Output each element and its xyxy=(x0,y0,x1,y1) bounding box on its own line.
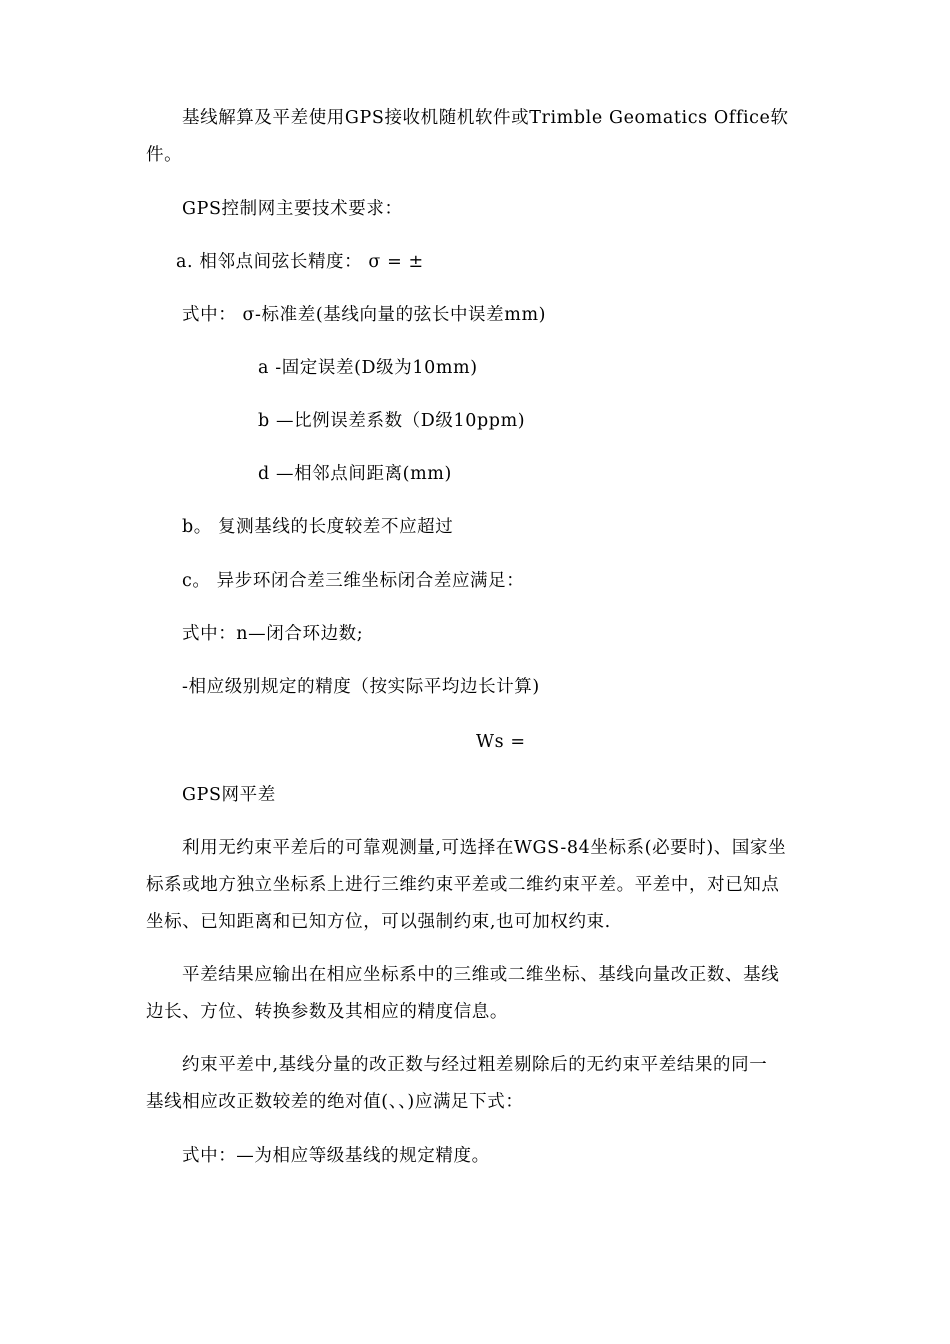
paragraph-line: 边长、方位、转换参数及其相应的精度信息。 xyxy=(146,1002,508,1022)
formula-term: b —比例误差系数（D级10ppm) xyxy=(258,411,526,431)
list-item: b。 复测基线的长度较差不应超过 xyxy=(182,517,454,537)
paragraph-line: 利用无约束平差后的可靠观测量,可选择在WGS-84坐标系(必要时)、国家坐 xyxy=(182,838,787,858)
list-item: c。 异步环闭合差三维坐标闭合差应满足： xyxy=(182,571,525,591)
paragraph-line: 坐标、已知距离和已知方位，可以强制约束,也可加权约束. xyxy=(146,912,611,932)
formula-term: a -固定误差(D级为10mm) xyxy=(258,358,478,378)
section-heading: GPS网平差 xyxy=(182,785,276,805)
formula-explanation: -相应级别规定的精度（按实际平均边长计算) xyxy=(182,677,540,697)
paragraph-line: 平差结果应输出在相应坐标系中的三维或二维坐标、基线向量改正数、基线 xyxy=(182,965,780,985)
paragraph-line: 基线相应改正数较差的绝对值(、、)应满足下式： xyxy=(146,1092,524,1112)
paragraph-line: 件。 xyxy=(146,145,183,165)
paragraph-line: 基线解算及平差使用GPS接收机随机软件或Trimble Geomatics Office软 xyxy=(182,108,789,128)
formula-explanation: 式中： σ-标准差(基线向量的弦长中误差mm) xyxy=(182,305,547,325)
paragraph-line: 标系或地方独立坐标系上进行三维约束平差或二维约束平差。平差中，对已知点 xyxy=(146,875,780,895)
section-heading: GPS控制网主要技术要求： xyxy=(182,199,403,219)
formula-explanation: 式中：n—闭合环边数; xyxy=(182,624,364,644)
formula-explanation: 式中：—为相应等级基线的规定精度。 xyxy=(182,1146,490,1166)
list-item: a. 相邻点间弦长精度： σ = ± xyxy=(176,252,424,272)
formula: Ws = xyxy=(476,732,526,752)
formula-term: d —相邻点间距离(mm) xyxy=(258,464,452,484)
paragraph-line: 约束平差中,基线分量的改正数与经过粗差剔除后的无约束平差结果的同一 xyxy=(182,1055,768,1075)
